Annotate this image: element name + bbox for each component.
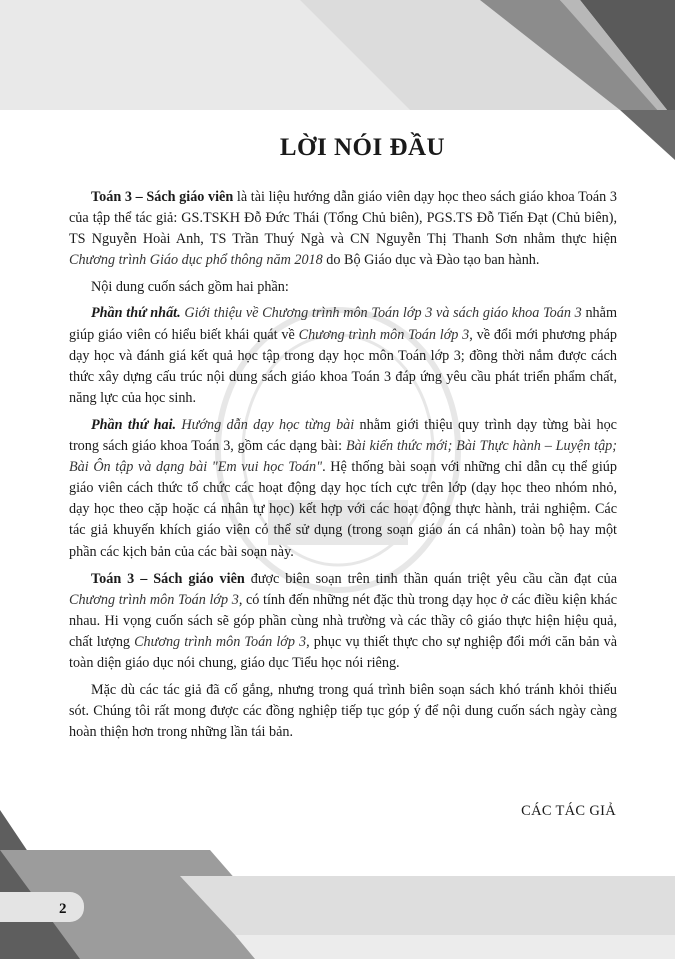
part-one-text-1: nhằm giúp giáo viên có hiểu biết khái quát về	[69, 305, 617, 343]
paragraph-closing	[69, 680, 617, 743]
paragraph-intro	[69, 187, 617, 271]
part-one-italic-1: Giới thiệu về Chương trình môn Toán lớp 3 và sách giáo khoa Toán 3	[180, 305, 582, 322]
purpose-lead: Toán 3 – Sách giáo viên	[91, 570, 245, 587]
part-one-text-2: , về đổi mới phương pháp dạy học và đánh giá kết quả học tập trong dạy học môn Toán lớp 3; đồng thời nắm được cách thức xây dựng cấu trúc nội dung sách giáo khoa Toán 3 đáp ứng yêu cầu phát triển phẩm chất, năng lực của học sinh.	[69, 326, 617, 406]
intro-text-1: là tài liệu hướng dẫn giáo viên dạy học theo sách giáo khoa Toán 3 của tập thể tác giả: GS.TSKH Đỗ Đức Thái (Tổng Chủ biên), PGS.TS Đỗ Tiến Đạt (Chủ biên), TS Nguyễn Hoài Anh, TS Trần Thuý Ngà và CN Nguyễn Thị Thanh Sơn nhằm thực hiện	[69, 189, 617, 248]
part-two-heading: Phần thứ hai.	[91, 416, 177, 433]
purpose-text-3: , phục vụ thiết thực cho sự nghiệp đổi mới căn bản và toàn diện giáo dục nói chung, giáo dục Tiểu học nói riêng.	[69, 633, 617, 671]
part-two-text-2: . Hệ thống bài soạn với những chỉ dẫn cụ thể giúp giáo viên cách thức tổ chức các hoạt động dạy học tích cực trên lớp (dạy học theo nhóm nhỏ, dạy học theo cặp hoặc cá nhân tự học) kết hợp với các hoạt động thực hành, trải nghiệm. Các tác giả khuyến khích giáo viên có thể sử dụng (trong soạn giáo án cá nhân) toàn bộ hay một phần các kịch bản của các bài soạn này.	[69, 459, 617, 560]
part-one-heading: Phần thứ nhất.	[91, 305, 181, 322]
purpose-italic-2: Chương trình môn Toán lớp 3	[134, 633, 307, 650]
intro-text-2: do Bộ Giáo dục và Đào tạo ban hành.	[322, 252, 540, 269]
page-number: 2	[59, 901, 67, 917]
book-title-lead: Toán 3 – Sách giáo viên	[91, 189, 234, 205]
closing-text: Mặc dù các tác giả đã cố gắng, nhưng trong quá trình biên soạn sách khó tránh khỏi thiếu sót. Chúng tôi rất mong được các đồng nghiệp tiếp tục góp ý để nội dung cuốn sách ngày càng hoàn thiện hơn trong những lần tái bản.	[69, 682, 617, 741]
purpose-text-1: được biên soạn trên tinh thần quán triệt yêu cầu cần đạt của	[244, 570, 617, 587]
page-title: LỜI NÓI ĐẦU	[279, 134, 446, 161]
part-two-text-1: nhằm giới thiệu quy trình dạy từng bài học trong sách giáo khoa Toán 3, gồm các dạng bài:	[69, 416, 617, 455]
part-two-italic-1: Hướng dẫn dạy học từng bài	[176, 416, 355, 433]
preface-body	[69, 187, 617, 749]
paragraph-part-one	[69, 303, 617, 408]
program-name: Chương trình Giáo dục phổ thông năm 2018	[69, 252, 323, 269]
paragraph-part-two	[69, 415, 617, 563]
purpose-italic-1: Chương trình môn Toán lớp 3	[69, 591, 239, 608]
paragraph-purpose	[69, 569, 617, 674]
paragraph-contents	[69, 277, 617, 298]
authors-signature: CÁC TÁC GIẢ	[521, 803, 616, 819]
contents-text: Nội dung cuốn sách gồm hai phần:	[91, 279, 289, 296]
part-one-italic-2: Chương trình môn Toán lớp 3	[298, 326, 470, 343]
purpose-text-2: , có tính đến những nét đặc thù trong dạy học ở các điều kiện khác nhau. Hi vọng cuốn sách sẽ góp phần cùng nhà trường và các thầy cô giáo thực hiện hiệu quả, chất lượng	[69, 591, 617, 650]
part-two-italic-2: Bài kiến thức mới; Bài Thực hành – Luyện tập; Bài Ôn tập và dạng bài "Em vui học Toán"	[69, 438, 618, 476]
